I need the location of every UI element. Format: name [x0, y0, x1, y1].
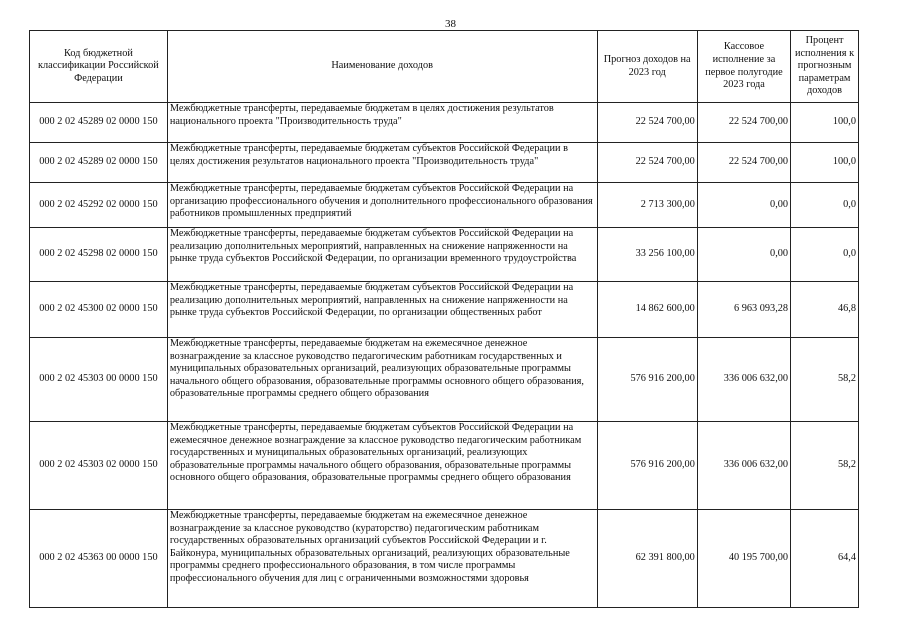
row-execution: 336 006 632,00 — [697, 338, 790, 422]
table-row — [30, 103, 859, 143]
row-forecast: 62 391 800,00 — [597, 510, 697, 608]
header-name: Наименование доходов — [167, 31, 597, 103]
row-name: Межбюджетные трансферты, передаваемые бюджетам субъектов Российской Федерации в целях достижения результатов национального проекта "Производительность труда" — [167, 143, 597, 183]
header-code: Код бюджетной классификации Российской Федерации — [30, 31, 168, 103]
row-percent: 58,2 — [791, 338, 859, 422]
table-row — [30, 183, 859, 228]
header-forecast: Прогноз доходов на 2023 год — [597, 31, 697, 103]
row-forecast: 22 524 700,00 — [597, 103, 697, 143]
row-name: Межбюджетные трансферты, передаваемые бюджетам субъектов Российской Федерации на реализацию дополнительных мероприятий, направленных на снижение напряженности на рынке труда субъектов Российской Федерации, по организации временного трудоустройства — [167, 228, 597, 282]
header-percent: Процент исполнения к прогнозным параметрам доходов — [791, 31, 859, 103]
row-forecast: 576 916 200,00 — [597, 338, 697, 422]
revenue-table — [29, 30, 859, 608]
row-code: 000 2 02 45289 02 0000 150 — [30, 103, 168, 143]
row-forecast: 576 916 200,00 — [597, 422, 697, 510]
row-code: 000 2 02 45363 00 0000 150 — [30, 510, 168, 608]
table-row — [30, 143, 859, 183]
row-name: Межбюджетные трансферты, передаваемые бюджетам субъектов Российской Федерации на организацию профессионального обучения и дополнительного профессионального образования работников промышленных предприятий — [167, 183, 597, 228]
table-row — [30, 338, 859, 422]
row-name: Межбюджетные трансферты, передаваемые бюджетам на ежемесячное денежное вознаграждение за классное руководство (кураторство) педагогическим работникам государственных образовательных организаций субъектов Российской Федерации и г. Байконура, муниципальных образовательных организаций, реализующих образовательные программы среднего профессионального образования, в том числе программы профессионального обучения для лиц с ограниченными возможностями здоровья — [167, 510, 597, 608]
row-percent: 100,0 — [791, 103, 859, 143]
table-row — [30, 228, 859, 282]
row-name: Межбюджетные трансферты, передаваемые бюджетам субъектов Российской Федерации на ежемесячное денежное вознаграждение за классное руководство педагогическим работникам государственных и муниципальных образовательных организаций, реализующих образовательные программы начального общего образования, образовательные программы основного общего образования, образовательные программы среднего общего образования — [167, 422, 597, 510]
header-execution: Кассовое исполнение за первое полугодие 2023 года — [697, 31, 790, 103]
row-execution: 40 195 700,00 — [697, 510, 790, 608]
row-forecast: 2 713 300,00 — [597, 183, 697, 228]
row-forecast: 22 524 700,00 — [597, 143, 697, 183]
table-row — [30, 422, 859, 510]
row-execution: 336 006 632,00 — [697, 422, 790, 510]
row-execution: 22 524 700,00 — [697, 103, 790, 143]
table-row — [30, 282, 859, 338]
row-forecast: 33 256 100,00 — [597, 228, 697, 282]
row-percent: 46,8 — [791, 282, 859, 338]
row-percent: 58,2 — [791, 422, 859, 510]
row-execution: 0,00 — [697, 228, 790, 282]
row-percent: 0,0 — [791, 228, 859, 282]
row-percent: 64,4 — [791, 510, 859, 608]
table-body — [30, 103, 859, 608]
row-code: 000 2 02 45303 00 0000 150 — [30, 338, 168, 422]
row-execution: 0,00 — [697, 183, 790, 228]
page-number: 38 — [445, 18, 456, 30]
row-code: 000 2 02 45292 02 0000 150 — [30, 183, 168, 228]
row-code: 000 2 02 45300 02 0000 150 — [30, 282, 168, 338]
table-header — [30, 31, 859, 103]
row-execution: 22 524 700,00 — [697, 143, 790, 183]
table-row — [30, 510, 859, 608]
row-name: Межбюджетные трансферты, передаваемые бюджетам на ежемесячное денежное вознаграждение за классное руководство педагогическим работникам государственных и муниципальных образовательных организаций, реализующих образовательные программы начального общего образования, образовательные программы основного общего образования, образовательные программы среднего общего образования — [167, 338, 597, 422]
row-code: 000 2 02 45298 02 0000 150 — [30, 228, 168, 282]
row-code: 000 2 02 45289 02 0000 150 — [30, 143, 168, 183]
header-row — [30, 31, 859, 103]
row-forecast: 14 862 600,00 — [597, 282, 697, 338]
row-name: Межбюджетные трансферты, передаваемые бюджетам в целях достижения результатов национального проекта "Производительность труда" — [167, 103, 597, 143]
row-execution: 6 963 093,28 — [697, 282, 790, 338]
row-code: 000 2 02 45303 02 0000 150 — [30, 422, 168, 510]
row-name: Межбюджетные трансферты, передаваемые бюджетам субъектов Российской Федерации на реализацию дополнительных мероприятий, направленных на снижение напряженности на рынке труда субъектов Российской Федерации, по организации общественных работ — [167, 282, 597, 338]
row-percent: 0,0 — [791, 183, 859, 228]
row-percent: 100,0 — [791, 143, 859, 183]
